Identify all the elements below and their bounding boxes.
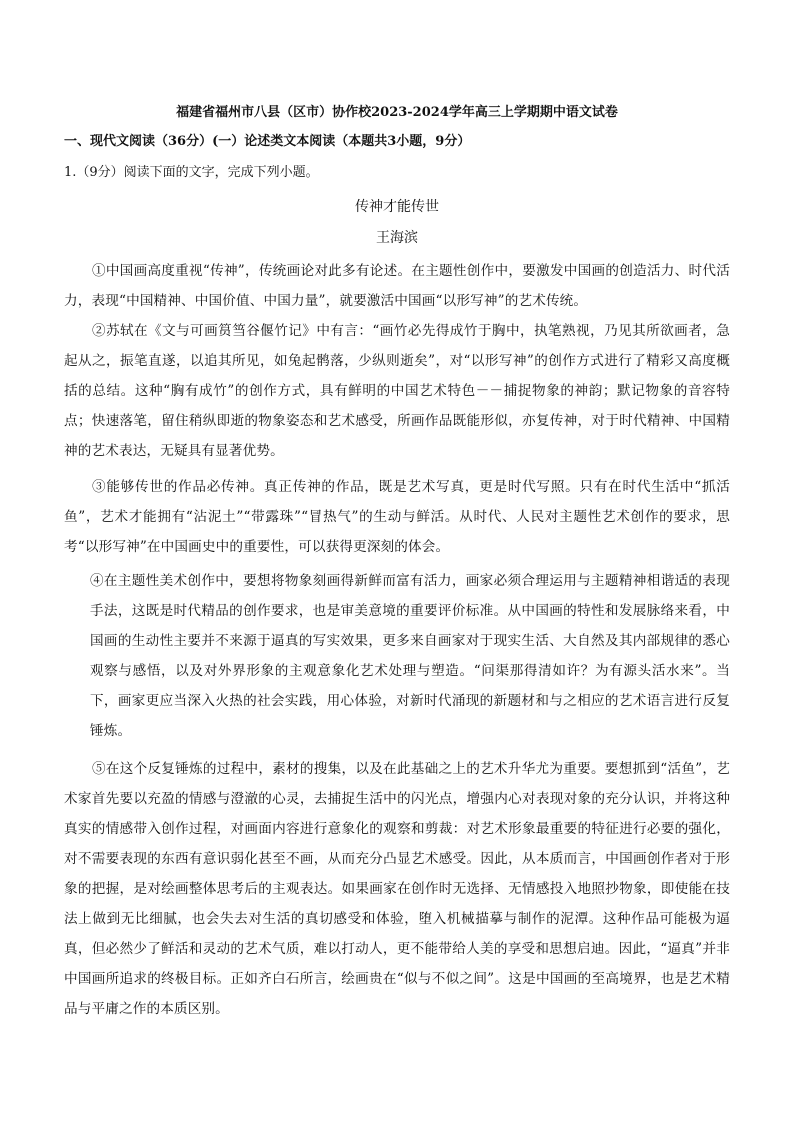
essay-title: 传神才能传世 — [355, 199, 439, 215]
essay-paragraph-1: ①中国画高度重视“传神”，传统画论对此多有论述。在主题性创作中，要激发中国画的创造活力、时代活力，表现“中国精神、中国价值、中国力量”，就要激活中国画“以形写神”的艺术传统。 — [64, 263, 730, 309]
essay-paragraph-5: ⑤在这个反复锤炼的过程中，素材的搜集，以及在此基础之上的艺术升华尤为重要。要想抓到“活鱼”，艺术家首先要以充盈的情感与澄澈的心灵，去捕捉生活中的闪光点，增强内心对表现对象的充分认识，并将这种真实的情感带入创作过程，对画面内容进行意象化的观察和剪裁：对艺术形象最重要的特征进行必要的强化，对不需要表现的东西有意识弱化甚至不画，从而充分凸显艺术感受。因此，从本质而言，中国画创作者对于形象的把握，是对绘画整体思考后的主观表达。如果画家在创作时无选择、无情感投入地照抄物象，即使能在技法上做到无比细腻，也会失去对生活的真切感受和体验，堕入机械描摹与制作的泥潭。这种作品可能极为逼真，但必然少了鲜活和灵动的艺术气质，难以打动人，更不能带给人美的享受和思想启迪。因此，“逼真”并非中国画所追求的终极目标。正如齐白石所言，绘画贵在“似与不似之间”。这是中国画的至高境界，也是艺术精品与平庸之作的本质区别。 — [64, 761, 730, 1017]
section-heading: 一、现代文阅读（36分）(一）论述类文本阅读（本题共3小题，9分） — [64, 134, 471, 149]
question-prompt: 1.（9分）阅读下面的文字，完成下列小题。 — [64, 165, 319, 180]
exam-title: 福建省福州市八县（区市）协作校2023-2024学年高三上学期期中语文试卷 — [176, 105, 618, 120]
essay-paragraph-3: ③能够传世的作品必传神。真正传神的作品，既是艺术写真，更是时代写照。只有在时代生活中“抓活鱼”，艺术才能拥有“沾泥土”“带露珠”“冒热气”的生动与鲜活。从时代、人民对主题性艺术创作的要求，思考“以形写神”在中国画史中的重要性，可以获得更深刻的体会。 — [64, 479, 730, 555]
essay-author: 王海滨 — [376, 230, 418, 246]
essay-paragraph-2: ②苏轼在《文与可画筼筜谷偃竹记》中有言：“画竹必先得成竹于胸中，执笔熟视，乃见其所欲画者，急起从之，振笔直遂，以追其所见，如兔起鹘落，少纵则逝矣”，对“以形写神”的创作方式进行了精彩又高度概括的总结。这种“胸有成竹”的创作方式，具有鲜明的中国艺术特色－－捕捉物象的神韵；默记物象的音容特点；快速落笔，留住稍纵即逝的物象姿态和艺术感受，所画作品既能形似，亦复传神，对于时代精神、中国精神的艺术表达，无疑具有显著优势。 — [64, 323, 730, 459]
essay-paragraph-4: ④在主题性美术创作中，要想将物象刻画得新鲜而富有活力，画家必须合理运用与主题精神相谐适的表现手法，这既是时代精品的创作要求，也是审美意境的重要评价标准。从中国画的特性和发展脉络来看，中国画的生动性主要并不来源于逼真的写实效果，更多来自画家对于现实生活、大自然及其内部规律的悉心观察与感悟，以及对外界形象的主观意象化艺术处理与塑造。“问渠那得清如许？为有源头活水来”。当下，画家更应当深入火热的社会实践，用心体验，对新时代涌现的新题材和与之相应的艺术语言进行反复锤炼。 — [90, 573, 730, 739]
